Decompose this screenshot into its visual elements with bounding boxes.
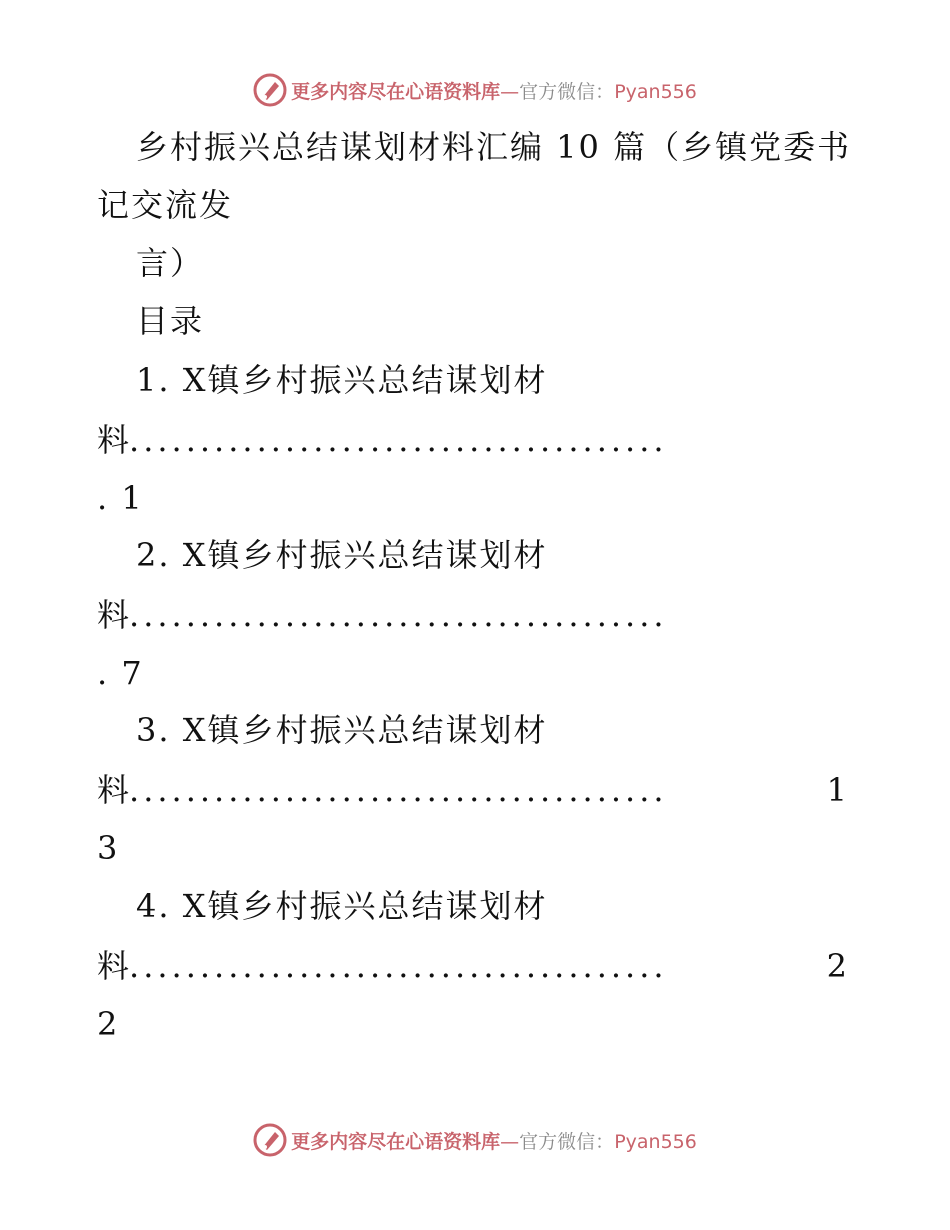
toc-heading: 目录 [136,302,205,340]
toc-entry-3-tail: 1 [826,771,847,809]
toc-entry-3-title: 3. X镇乡村振兴总结谋划材 [136,711,548,749]
toc-entry-4-leader [97,946,847,986]
toc-entry-3-page: 3 [97,829,120,867]
toc-entry-4-title: 4. X镇乡村振兴总结谋划材 [136,887,548,925]
pen-logo-icon [253,1123,287,1157]
toc-entry-1-page: . 1 [97,479,144,517]
toc-entry-2-leader [97,595,847,635]
doc-title-line-2: 记交流发 [97,186,234,224]
toc-entry-3-dots: ...................................... [129,771,668,809]
toc-entry-4-tail: 2 [826,947,847,985]
doc-title-line-1: 乡村振兴总结谋划材料汇编 10 篇（乡镇党委书 [136,128,852,166]
toc-entry-3-leader [97,770,847,810]
pen-logo-icon [253,73,287,107]
toc-entry-1-title: 1. X镇乡村振兴总结谋划材 [136,361,548,399]
watermark-text: 更多内容尽在心语资料库—官方微信：Pyan556 [291,80,697,103]
footer-watermark [0,1120,950,1160]
toc-entry-1-lead: 料 [97,421,130,459]
doc-title-line-3: 言） [136,244,205,282]
toc-entry-2-lead: 料 [97,596,130,634]
watermark-text: 更多内容尽在心语资料库—官方微信：Pyan556 [291,1130,697,1153]
toc-entry-4-dots: ...................................... [129,947,668,985]
toc-entry-4-lead: 料 [97,947,130,985]
toc-entry-2-dots: ...................................... [129,596,668,634]
toc-entry-2-title: 2. X镇乡村振兴总结谋划材 [136,536,548,574]
toc-entry-2-page: . 7 [97,654,144,692]
toc-entry-1-leader [97,420,847,460]
header-watermark [0,70,950,110]
toc-entry-3-lead: 料 [97,771,130,809]
toc-entry-1-dots: ...................................... [129,421,668,459]
toc-entry-4-page: 2 [97,1005,120,1043]
